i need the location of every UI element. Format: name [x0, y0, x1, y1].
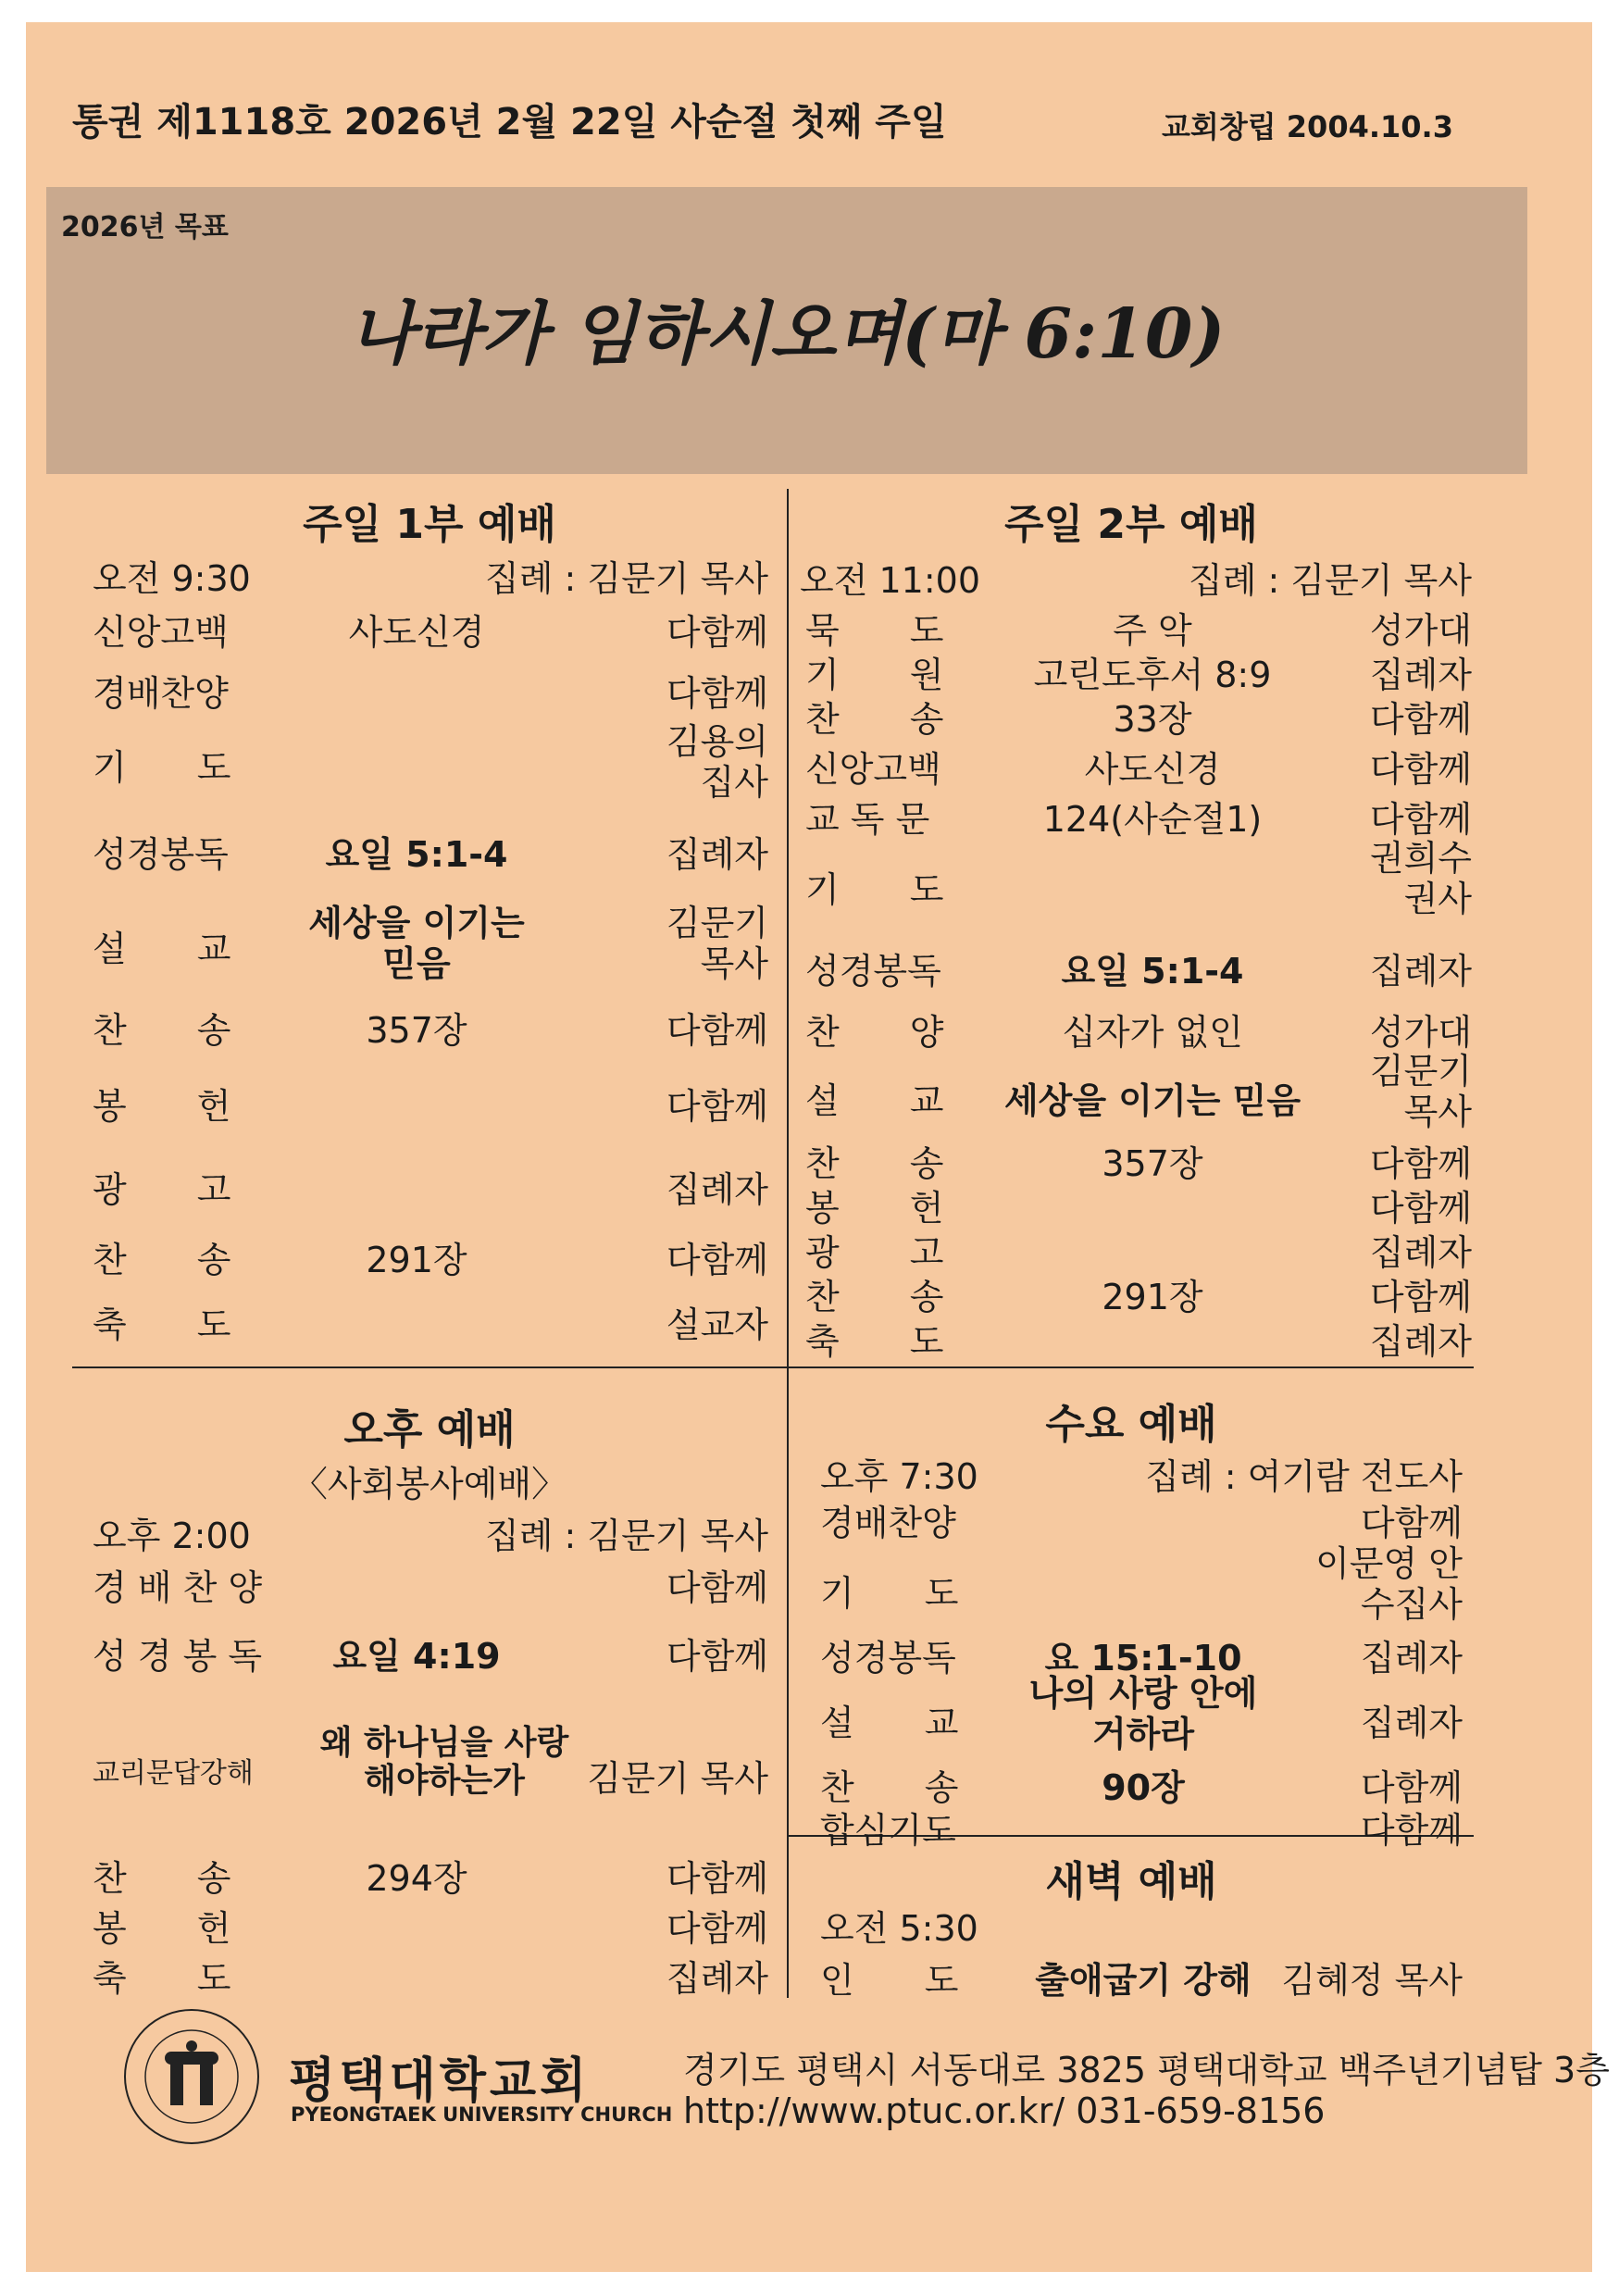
- wednesday-by: 집례자: [1360, 1638, 1463, 1678]
- church-address: 경기도 평택시 서동대로 3825 평택대학교 백주년기념탑 3층: [683, 2050, 1610, 2090]
- service2-by: 다함께: [1369, 699, 1472, 740]
- wednesday-item: 합심기도: [820, 1810, 956, 1851]
- afternoon-subtitle: 〈사회봉사예배〉: [292, 1464, 567, 1504]
- service2-item: 묵 도: [805, 610, 944, 651]
- service2-item: 기 원: [805, 655, 944, 695]
- dawn-content: 출애굽기 강해: [1035, 1960, 1252, 2001]
- service2-content: 291장: [1102, 1277, 1203, 1317]
- wednesday-by: 이문영 안수집사: [1315, 1543, 1463, 1625]
- wednesday-content: 90장: [1102, 1767, 1185, 1808]
- wednesday-content: 나의 사랑 안에 거하라: [1028, 1673, 1258, 1754]
- service1-by: 다함께: [666, 1086, 768, 1127]
- service1-item: 봉 헌: [93, 1086, 231, 1127]
- service1-item: 축 도: [93, 1304, 231, 1345]
- service2-item: 교 독 문: [805, 799, 930, 840]
- service2-item: 축 도: [805, 1321, 944, 1362]
- wednesday-item: 경배찬양: [820, 1503, 956, 1543]
- service2-content: 십자가 없인: [1062, 1012, 1243, 1053]
- service1-by: 김용의 집사: [666, 721, 768, 803]
- left-section-divider: [72, 1366, 787, 1368]
- service1-by: 다함께: [666, 1010, 768, 1051]
- service2-by: 집례자: [1369, 1321, 1472, 1362]
- afternoon-item: 교리문답강해: [93, 1757, 254, 1790]
- service2-item: 광 고: [805, 1232, 944, 1273]
- wednesday-by: 집례자: [1360, 1703, 1463, 1743]
- service2-by: 성가대: [1369, 610, 1472, 651]
- service1-leader: 집례 : 김문기 목사: [485, 558, 768, 599]
- service1-by: 다함께: [666, 1240, 768, 1280]
- wednesday-item: 성경봉독: [820, 1638, 956, 1678]
- wednesday-leader: 집례 : 여기람 전도사: [1145, 1456, 1463, 1497]
- afternoon-item: 성 경 봉 독: [93, 1636, 263, 1677]
- service2-item: 신앙고백: [805, 749, 941, 790]
- service2-item: 찬 양: [805, 1012, 944, 1053]
- afternoon-item: 봉 헌: [93, 1908, 231, 1949]
- afternoon-by: 다함께: [666, 1567, 768, 1608]
- afternoon-leader: 집례 : 김문기 목사: [485, 1516, 768, 1556]
- dawn-by: 김혜정 목사: [1281, 1960, 1463, 2001]
- afternoon-title: 오후 예배: [343, 1406, 516, 1454]
- service2-time: 오전 11:00: [800, 560, 981, 601]
- wednesday-item: 찬 송: [820, 1767, 959, 1808]
- service2-by: 다함께: [1369, 1143, 1472, 1184]
- church-name-english: PYEONGTAEK UNIVERSITY CHURCH: [291, 2103, 673, 2126]
- service1-item: 성경봉독: [93, 834, 229, 875]
- goal-label: 2026년 목표: [61, 211, 229, 243]
- service2-by: 집례자: [1369, 1232, 1472, 1273]
- service1-by: 다함께: [666, 612, 768, 653]
- issue-line: 통권 제1118호 2026년 2월 22일 사순절 첫째 주일: [72, 101, 947, 144]
- service1-content: 357장: [366, 1010, 467, 1051]
- wednesday-item: 설 교: [820, 1703, 959, 1743]
- afternoon-item: 찬 송: [93, 1858, 231, 1899]
- wednesday-item: 기 도: [820, 1573, 959, 1614]
- service1-content: 요일 5:1-4: [325, 834, 508, 875]
- service2-item: 찬 송: [805, 1277, 944, 1317]
- service1-content: 사도신경: [348, 612, 485, 653]
- service2-by: 김문기 목사: [1369, 1051, 1472, 1132]
- service2-content: 사도신경: [1084, 749, 1221, 790]
- service2-title: 주일 2부 예배: [1004, 501, 1258, 548]
- service2-content: 세상을 이기는 믿음: [1003, 1080, 1301, 1121]
- afternoon-time: 오후 2:00: [93, 1516, 251, 1556]
- service2-content: 고린도후서 8:9: [1033, 655, 1272, 695]
- service2-item: 설 교: [805, 1080, 944, 1121]
- service1-item: 경배찬양: [93, 673, 229, 714]
- service2-content: 요일 5:1-4: [1061, 951, 1244, 992]
- wednesday-by: 다함께: [1360, 1810, 1463, 1851]
- service2-by: 권희수 권사: [1369, 838, 1472, 919]
- service1-by: 집례자: [666, 1169, 768, 1210]
- service1-by: 집례자: [666, 834, 768, 875]
- center-divider: [787, 489, 789, 1998]
- service2-by: 집례자: [1369, 951, 1472, 992]
- afternoon-by: 다함께: [666, 1908, 768, 1949]
- dawn-item: 인 도: [820, 1960, 959, 2001]
- service1-by: 김문기 목사: [666, 903, 768, 984]
- service1-item: 광 고: [93, 1169, 231, 1210]
- founded-date: 교회창립 2004.10.3: [1162, 109, 1453, 144]
- afternoon-by: 집례자: [666, 1958, 768, 1999]
- service2-item: 성경봉독: [805, 951, 941, 992]
- service2-content: 357장: [1102, 1143, 1203, 1184]
- service2-content: 33장: [1113, 699, 1192, 740]
- service2-by: 성가대: [1369, 1012, 1472, 1053]
- afternoon-item: 경 배 찬 양: [93, 1567, 263, 1608]
- afternoon-by: 다함께: [666, 1858, 768, 1899]
- service1-time: 오전 9:30: [93, 558, 251, 599]
- right-section-divider: [789, 1366, 1474, 1368]
- service2-item: 봉 헌: [805, 1188, 944, 1229]
- service2-content: 주 악: [1113, 610, 1192, 651]
- afternoon-content: 요일 4:19: [332, 1636, 501, 1677]
- service1-item: 찬 송: [93, 1240, 231, 1280]
- service2-by: 다함께: [1369, 1277, 1472, 1317]
- service2-item: 찬 송: [805, 699, 944, 740]
- church-contact[interactable]: http://www.ptuc.or.kr/ 031-659-8156: [683, 2090, 1326, 2131]
- wednesday-title: 수요 예배: [1045, 1401, 1217, 1448]
- service2-by: 다함께: [1369, 749, 1472, 790]
- service2-leader: 집례 : 김문기 목사: [1189, 560, 1472, 601]
- service1-item: 설 교: [93, 929, 231, 969]
- afternoon-by: 다함께: [666, 1636, 768, 1677]
- service2-by: 다함께: [1369, 799, 1472, 840]
- wednesday-by: 다함께: [1360, 1503, 1463, 1543]
- service2-by: 다함께: [1369, 1188, 1472, 1229]
- service2-item: 찬 송: [805, 1143, 944, 1184]
- service1-item: 기 도: [93, 747, 231, 788]
- afternoon-content: 294장: [366, 1858, 467, 1899]
- service1-content: 세상을 이기는 믿음: [308, 903, 525, 984]
- service1-item: 찬 송: [93, 1010, 231, 1051]
- afternoon-by: 김문기 목사: [587, 1758, 768, 1799]
- service1-by: 설교자: [666, 1304, 768, 1345]
- service1-title: 주일 1부 예배: [303, 501, 556, 548]
- service1-by: 다함께: [666, 673, 768, 714]
- goal-text: 나라가 임하시오며(마 6:10): [348, 294, 1226, 374]
- dawn-time: 오전 5:30: [820, 1908, 978, 1949]
- wednesday-content: 요 15:1-10: [1044, 1638, 1242, 1678]
- goal-banner: [46, 187, 1527, 474]
- service2-item: 기 도: [805, 869, 944, 910]
- service2-by: 집례자: [1369, 655, 1472, 695]
- wednesday-time: 오후 7:30: [820, 1456, 978, 1497]
- service1-content: 291장: [366, 1240, 467, 1280]
- church-name-korean: 평택대학교회: [289, 2053, 591, 2109]
- church-seal-logo: [122, 2007, 261, 2146]
- dawn-title: 새벽 예배: [1045, 1858, 1217, 1905]
- service1-item: 신앙고백: [93, 612, 229, 653]
- service2-content: 124(사순절1): [1042, 799, 1263, 840]
- wednesday-by: 다함께: [1360, 1767, 1463, 1808]
- afternoon-content: 왜 하나님을 사랑해야하는가: [319, 1724, 569, 1801]
- afternoon-item: 축 도: [93, 1958, 231, 1999]
